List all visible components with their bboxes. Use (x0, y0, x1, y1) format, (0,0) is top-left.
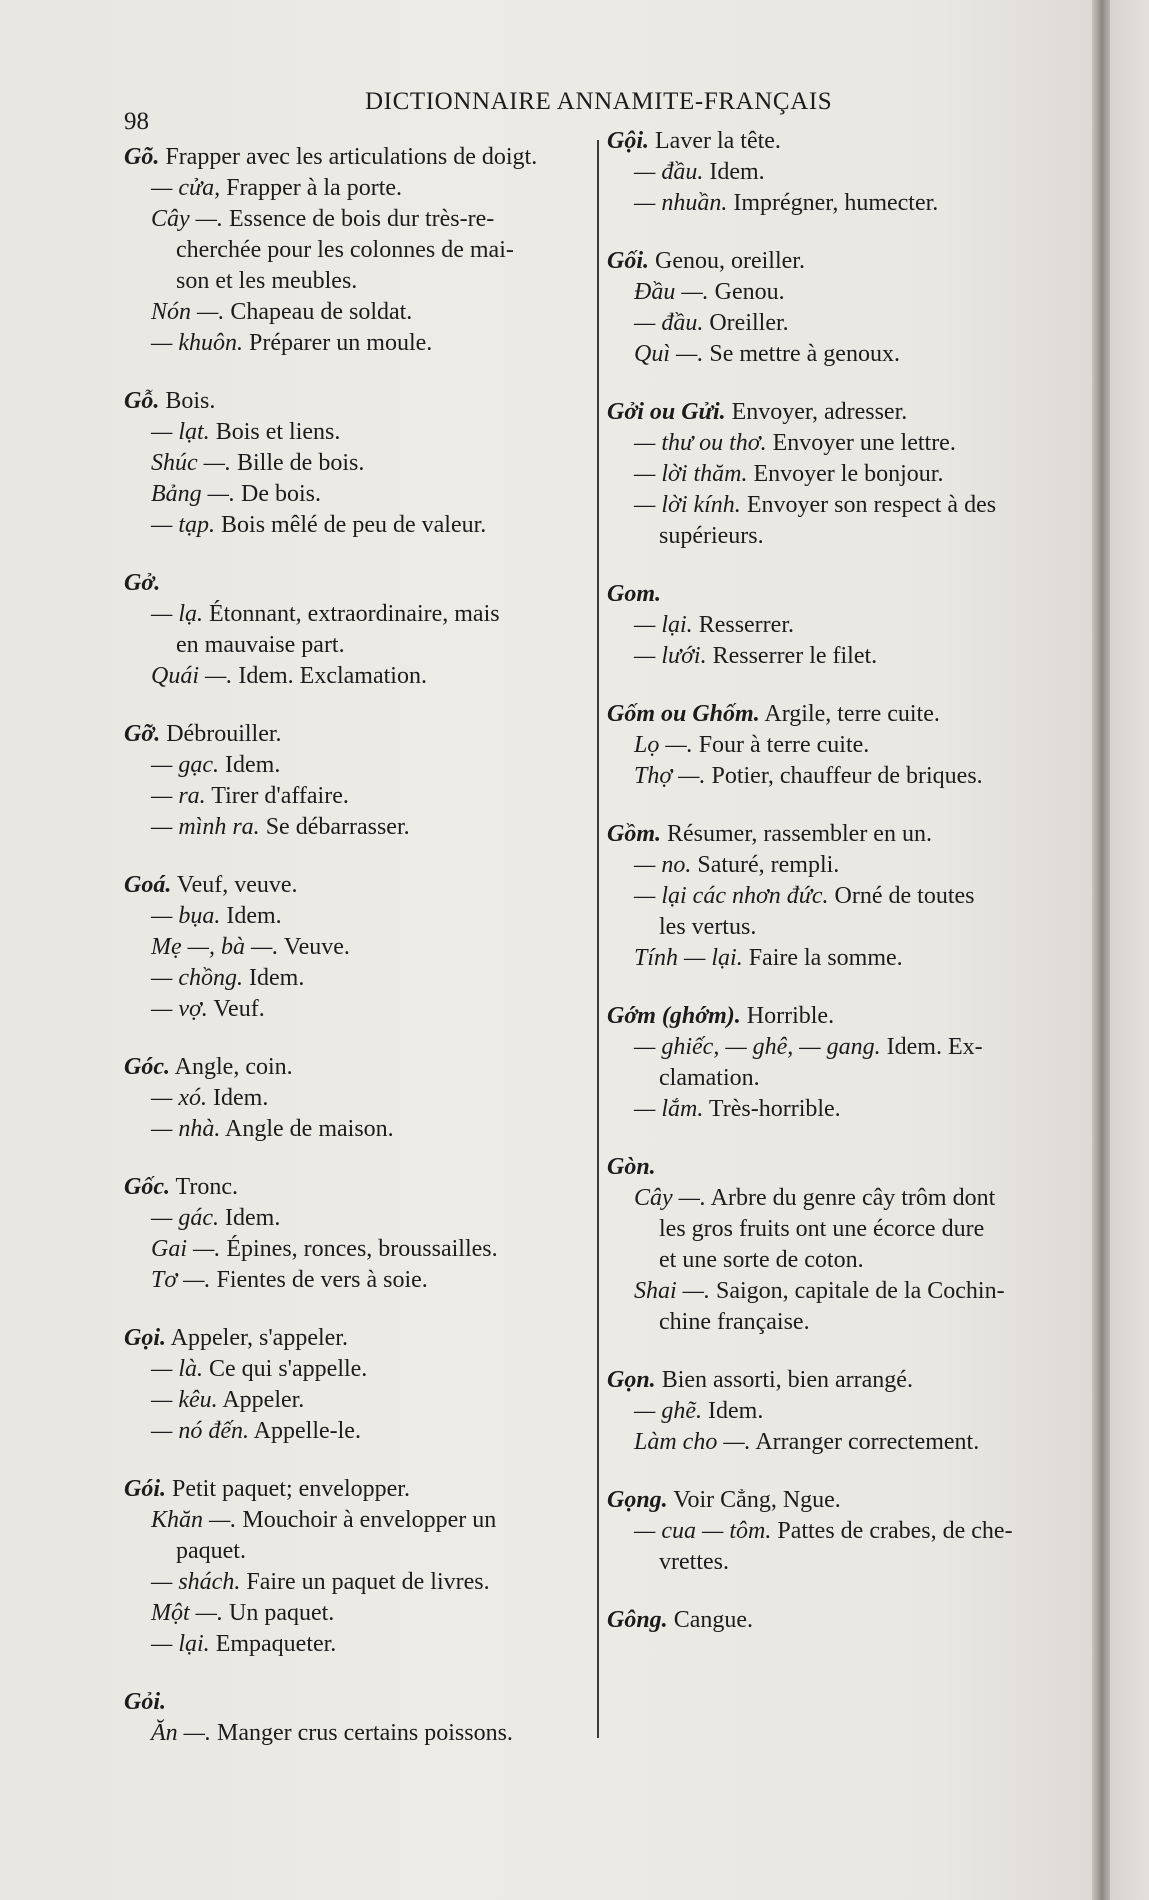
sub-entry-line (607, 610, 1082, 641)
sub-entry-line (124, 1234, 594, 1265)
sub-entry-line (607, 339, 1082, 370)
sub-definition: Arranger correctement. (750, 1429, 980, 1455)
sub-definition: Imprégner, humecter. (727, 190, 939, 216)
sub-entry-line (124, 1114, 594, 1145)
headword: Gốc. (124, 1174, 170, 1200)
continuation-line (607, 912, 1082, 943)
sub-definition: Envoyer le bonjour. (747, 461, 944, 487)
continuation-line (607, 1063, 1082, 1094)
sub-entry-line (124, 1385, 594, 1416)
sub-entry-line (607, 1032, 1082, 1063)
continuation-line (124, 266, 594, 297)
continuation-text: chine française. (659, 1309, 810, 1335)
entry-head-line (124, 142, 594, 173)
entry-head-line (607, 1001, 1082, 1032)
entry-head-line (607, 126, 1082, 157)
sub-definition: Idem. (219, 1205, 281, 1231)
sub-term: Làm cho —. (634, 1429, 751, 1455)
sub-definition: Frapper à la porte. (220, 175, 403, 201)
continuation-line (607, 1547, 1082, 1578)
headword: Gớm (ghớm). (607, 1003, 741, 1029)
headword: Gỗ. (124, 388, 160, 414)
entry-head-line (607, 246, 1082, 277)
continuation-line (124, 235, 594, 266)
sub-definition: Idem. Ex- (880, 1034, 983, 1060)
dictionary-entry (607, 1605, 1082, 1636)
entry-head-line (607, 1152, 1082, 1183)
sub-entry-line (607, 277, 1082, 308)
headword: Gỡ. (124, 721, 161, 747)
sub-entry-line (607, 761, 1082, 792)
facing-page-edge (1110, 0, 1149, 1900)
sub-term: — lắm. (634, 1096, 704, 1122)
headword: Gở. (124, 570, 161, 596)
dictionary-entry (607, 126, 1082, 219)
sub-term: — mình ra. (151, 814, 260, 840)
left-column (124, 142, 594, 1776)
dictionary-entry (607, 246, 1082, 370)
sub-term: Cây —. (634, 1185, 706, 1211)
dictionary-entry (124, 142, 594, 359)
sub-definition: Épines, ronces, broussailles. (220, 1236, 498, 1262)
sub-entry-line (124, 1203, 594, 1234)
definition: Frapper avec les articulations de doigt. (159, 144, 538, 170)
sub-definition: Veuve. (278, 934, 350, 960)
sub-definition: Appelle-le. (249, 1418, 361, 1444)
definition: Bien assorti, bien arrangé. (655, 1367, 913, 1393)
sub-definition: Se débarrasser. (259, 814, 410, 840)
dictionary-entry (607, 1365, 1082, 1458)
sub-term: — là. (151, 1356, 204, 1382)
sub-entry-line (607, 188, 1082, 219)
sub-definition: Arbre du genre cây trôm dont (706, 1185, 996, 1211)
sub-term: — đầu. (634, 159, 704, 185)
sub-definition: Faire un paquet de livres. (240, 1569, 490, 1595)
sub-term: — lại. (634, 612, 693, 638)
sub-term: — nhà. (151, 1116, 221, 1142)
sub-term: — gạc. (151, 752, 219, 778)
sub-term: Tơ —. (151, 1267, 211, 1293)
continuation-text: clamation. (659, 1065, 760, 1091)
headword: Gồm. (607, 821, 661, 847)
sub-entry-line (607, 641, 1082, 672)
sub-definition: Appeler. (217, 1387, 305, 1413)
entry-head-line (124, 1052, 594, 1083)
sub-entry-line (124, 901, 594, 932)
entry-head-line (124, 1687, 594, 1718)
headword: Gối. (607, 248, 649, 274)
sub-entry-line (124, 1265, 594, 1296)
definition: Tronc. (169, 1174, 239, 1200)
sub-term: Quái —. (151, 663, 233, 689)
sub-definition: Pattes de crabes, de che- (771, 1518, 1013, 1544)
sub-entry-line (124, 1598, 594, 1629)
sub-entry-line (124, 173, 594, 204)
continuation-text: supérieurs. (659, 523, 764, 549)
entry-head-line (607, 1485, 1082, 1516)
entry-head-line (607, 819, 1082, 850)
definition: Débrouiller. (160, 721, 282, 747)
dictionary-entry (607, 397, 1082, 552)
sub-entry-line (607, 157, 1082, 188)
continuation-line (607, 1245, 1082, 1276)
sub-entry-line (607, 428, 1082, 459)
sub-entry-line (124, 1416, 594, 1447)
sub-entry-line (124, 1083, 594, 1114)
sub-term: — cua — tôm. (634, 1518, 772, 1544)
dictionary-entry (124, 1687, 594, 1749)
sub-term: — nhuần. (634, 190, 728, 216)
definition: Appeler, s'appeler. (166, 1325, 348, 1351)
sub-entry-line (607, 881, 1082, 912)
sub-entry-line (607, 459, 1082, 490)
sub-term: Tính — lại. (634, 945, 743, 971)
sub-term: Shúc —. (151, 450, 231, 476)
sub-definition: Idem. Exclamation. (232, 663, 427, 689)
sub-term: Khăn —. (151, 1507, 237, 1533)
sub-entry-line (607, 943, 1082, 974)
sub-term: — lại các nhơn đức. (634, 883, 829, 909)
entry-head-line (607, 1605, 1082, 1636)
sub-definition: Genou. (708, 279, 785, 305)
definition: Genou, oreiller. (649, 248, 805, 274)
headword: Gỏi. (124, 1689, 166, 1715)
sub-definition: Four à terre cuite. (692, 732, 870, 758)
sub-term: — khuôn. (151, 330, 243, 356)
sub-term: — cửa, (151, 175, 221, 201)
sub-term: — ra. (151, 783, 206, 809)
sub-definition: Resserrer. (692, 612, 794, 638)
sub-entry-line (607, 1183, 1082, 1214)
sub-definition: Un paquet. (223, 1600, 335, 1626)
sub-entry-line (124, 417, 594, 448)
sub-term: Thợ —. (634, 763, 706, 789)
headword: Gởi ou Gửi. (607, 399, 726, 425)
entry-head-line (607, 1365, 1082, 1396)
sub-definition: De bois. (235, 481, 321, 507)
sub-definition: Mouchoir à envelopper un (236, 1507, 497, 1533)
headword: Gói. (124, 1476, 166, 1502)
entry-head-line (607, 699, 1082, 730)
sub-definition: Faire la somme. (742, 945, 903, 971)
sub-entry-line (124, 297, 594, 328)
sub-entry-line (124, 781, 594, 812)
sub-term: — thư ou thơ. (634, 430, 767, 456)
continuation-line (607, 1214, 1082, 1245)
continuation-text: les vertus. (659, 914, 757, 940)
headword: Gòn. (607, 1154, 656, 1180)
definition: Résumer, rassembler en un. (661, 821, 932, 847)
sub-term: — lời thăm. (634, 461, 748, 487)
entry-head-line (124, 1323, 594, 1354)
sub-entry-line (607, 1276, 1082, 1307)
sub-term: Quì —. (634, 341, 704, 367)
sub-term: Một —. (151, 1600, 223, 1626)
sub-entry-line (124, 994, 594, 1025)
continuation-line (607, 521, 1082, 552)
dictionary-entry (607, 1485, 1082, 1578)
definition: Envoyer, adresser. (725, 399, 908, 425)
sub-entry-line (124, 1354, 594, 1385)
definition: Bois. (159, 388, 216, 414)
sub-definition: Idem. (703, 159, 765, 185)
entry-head-line (124, 870, 594, 901)
sub-term: — lời kính. (634, 492, 741, 518)
sub-term: Lọ —. (634, 732, 693, 758)
dictionary-entry (124, 1474, 594, 1660)
headword: Gõ. (124, 144, 160, 170)
headword: Gội. (607, 128, 649, 154)
dictionary-entry (124, 870, 594, 1025)
dictionary-entry (124, 568, 594, 692)
sub-entry-line (124, 1718, 594, 1749)
sub-term: — vợ. (151, 996, 208, 1022)
sub-term: — no. (634, 852, 692, 878)
continuation-line (124, 630, 594, 661)
running-head: DICTIONNAIRE ANNAMITE-FRANÇAIS (365, 88, 833, 115)
entry-head-line (124, 719, 594, 750)
definition: Horrible. (740, 1003, 835, 1029)
dictionary-entry (124, 386, 594, 541)
sub-term: Ăn —. (151, 1720, 211, 1746)
continuation-text: cherchée pour les colonnes de mai- (176, 237, 514, 263)
sub-entry-line (607, 1396, 1082, 1427)
sub-entry-line (607, 1427, 1082, 1458)
sub-definition: Idem. (219, 752, 281, 778)
headword: Gom. (607, 581, 661, 607)
sub-entry-line (607, 850, 1082, 881)
sub-definition: Potier, chauffeur de briques. (705, 763, 983, 789)
sub-term: — lạ. (151, 601, 204, 627)
book-spine (1092, 0, 1110, 1900)
sub-entry-line (607, 1516, 1082, 1547)
sub-entry-line (124, 1629, 594, 1660)
sub-definition: Idem. (207, 1085, 269, 1111)
continuation-text: vrettes. (659, 1549, 729, 1575)
continuation-text: en mauvaise part. (176, 632, 345, 658)
sub-entry-line (124, 963, 594, 994)
headword: Gọn. (607, 1367, 656, 1393)
sub-definition: Bois mêlé de peu de valeur. (215, 512, 487, 538)
definition: Angle, coin. (169, 1054, 293, 1080)
sub-term: Cây —. (151, 206, 223, 232)
entry-head-line (124, 1474, 594, 1505)
sub-definition: Bois et liens. (209, 419, 341, 445)
sub-entry-line (124, 448, 594, 479)
continuation-text: et une sorte de coton. (659, 1247, 864, 1273)
sub-definition: Manger crus certains poissons. (211, 1720, 513, 1746)
sub-term: Đầu —. (634, 279, 709, 305)
headword: Gọng. (607, 1487, 668, 1513)
sub-definition: Veuf. (207, 996, 265, 1022)
entry-head-line (124, 1172, 594, 1203)
sub-term: — ghiếc, — ghê, — gang. (634, 1034, 881, 1060)
sub-definition: Saigon, capitale de la Cochin- (710, 1278, 1005, 1304)
sub-entry-line (124, 661, 594, 692)
sub-term: — nó đến. (151, 1418, 249, 1444)
sub-term: — tạp. (151, 512, 216, 538)
headword: Góc. (124, 1054, 170, 1080)
dictionary-entry (124, 1323, 594, 1447)
sub-definition: Orné de toutes (828, 883, 975, 909)
sub-term: — gác. (151, 1205, 219, 1231)
dictionary-entry (124, 1172, 594, 1296)
headword: Gông. (607, 1607, 668, 1633)
entry-head-line (124, 386, 594, 417)
dictionary-entry (607, 1152, 1082, 1338)
sub-term: Mẹ —, bà —. (151, 934, 279, 960)
sub-term: — shách. (151, 1569, 241, 1595)
sub-entry-line (124, 510, 594, 541)
sub-definition: Envoyer son respect à des (740, 492, 997, 518)
sub-entry-line (124, 750, 594, 781)
sub-term: Shai —. (634, 1278, 711, 1304)
sub-definition: Se mettre à genoux. (703, 341, 900, 367)
headword: Goá. (124, 872, 172, 898)
sub-entry-line (124, 479, 594, 510)
definition: Laver la tête. (649, 128, 781, 154)
sub-definition: Essence de bois dur très-re- (223, 206, 495, 232)
sub-definition: Ce qui s'appelle. (203, 1356, 368, 1382)
sub-definition: Oreiller. (703, 310, 789, 336)
definition: Petit paquet; envelopper. (166, 1476, 410, 1502)
sub-term: — lạt. (151, 419, 210, 445)
continuation-text: son et les meubles. (176, 268, 358, 294)
sub-term: Bảng —. (151, 481, 235, 507)
right-column (607, 126, 1082, 1663)
sub-definition: Tirer d'affaire. (205, 783, 349, 809)
sub-term: — đầu. (634, 310, 704, 336)
sub-definition: Idem. (220, 903, 282, 929)
sub-term: — xó. (151, 1085, 207, 1111)
sub-entry-line (124, 599, 594, 630)
sub-definition: Empaqueter. (209, 1631, 337, 1657)
sub-definition: Chapeau de soldat. (224, 299, 413, 325)
page-number: 98 (124, 108, 149, 135)
sub-term: — chồng. (151, 965, 243, 991)
sub-definition: Envoyer une lettre. (766, 430, 956, 456)
continuation-line (607, 1307, 1082, 1338)
continuation-text: les gros fruits ont une écorce dure (659, 1216, 985, 1242)
sub-definition: Très-horrible. (703, 1096, 841, 1122)
sub-entry-line (607, 730, 1082, 761)
entry-head-line (124, 568, 594, 599)
entry-head-line (607, 579, 1082, 610)
sub-entry-line (607, 490, 1082, 521)
headword: Gốm ou Ghốm. (607, 701, 760, 727)
sub-term: — lưới. (634, 643, 707, 669)
sub-term: — kêu. (151, 1387, 218, 1413)
dictionary-entry (607, 819, 1082, 974)
sub-entry-line (124, 932, 594, 963)
sub-definition: Angle de maison. (220, 1116, 394, 1142)
dictionary-entry (607, 579, 1082, 672)
continuation-line (124, 1536, 594, 1567)
dictionary-entry (607, 1001, 1082, 1125)
sub-term: — bụa. (151, 903, 221, 929)
sub-entry-line (607, 308, 1082, 339)
sub-term: — lại. (151, 1631, 210, 1657)
sub-entry-line (124, 812, 594, 843)
definition: Veuf, veuve. (171, 872, 298, 898)
continuation-text: paquet. (176, 1538, 246, 1564)
entry-head-line (607, 397, 1082, 428)
sub-entry-line (124, 328, 594, 359)
dictionary-entry (124, 719, 594, 843)
sub-term: Nón —. (151, 299, 225, 325)
column-divider (597, 140, 599, 1738)
sub-entry-line (124, 1505, 594, 1536)
sub-term: — ghẽ. (634, 1398, 702, 1424)
sub-definition: Bille de bois. (231, 450, 365, 476)
sub-entry-line (124, 1567, 594, 1598)
sub-definition: Idem. (702, 1398, 764, 1424)
dictionary-entry (124, 1052, 594, 1145)
sub-entry-line (607, 1094, 1082, 1125)
dictionary-entry (607, 699, 1082, 792)
sub-term: Gai —. (151, 1236, 221, 1262)
definition: Argile, terre cuite. (759, 701, 940, 727)
sub-definition: Saturé, rempli. (691, 852, 840, 878)
sub-definition: Préparer un moule. (243, 330, 433, 356)
definition: Voir Cẳng, Ngue. (667, 1487, 841, 1513)
sub-entry-line (124, 204, 594, 235)
sub-definition: Resserrer le filet. (706, 643, 878, 669)
definition: Cangue. (667, 1607, 753, 1633)
sub-definition: Idem. (243, 965, 305, 991)
headword: Gọi. (124, 1325, 166, 1351)
sub-definition: Fientes de vers à soie. (210, 1267, 428, 1293)
sub-definition: Étonnant, extraordinaire, mais (203, 601, 500, 627)
